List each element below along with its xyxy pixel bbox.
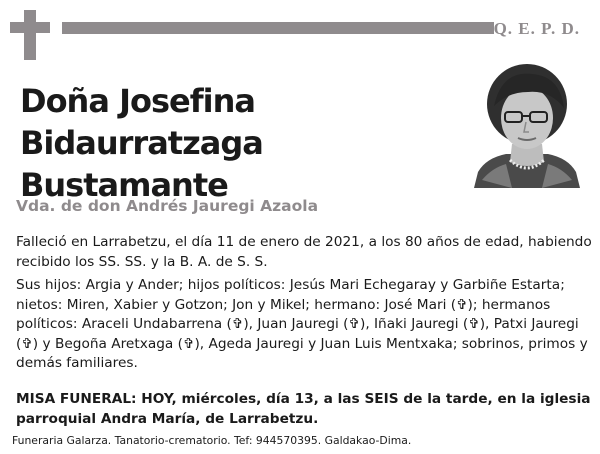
name-line-1: Doña Josefina	[20, 82, 255, 120]
header-rule	[62, 22, 494, 34]
cross-icon-arm	[10, 22, 50, 33]
qepd-label: Q. E. P. D.	[493, 19, 580, 38]
cross-icon	[24, 10, 36, 60]
death-notice-paragraph: Falleció en Larrabetzu, el día 11 de enero de 2021, a los 80 años de edad, habiendo recibido los SS. SS. y la B. A. de S. S.	[16, 234, 592, 270]
deceased-name	[20, 80, 480, 206]
funeral-mass-paragraph: MISA FUNERAL: HOY, miércoles, día 13, a las SEIS de la tarde, en la iglesia parroquial Andra María, de Larrabetzu.	[16, 391, 591, 427]
funeral-home-footer: Funeraria Galarza. Tanatorio-crematorio. Tef: 944570395. Galdakao-Dima.	[12, 434, 412, 447]
portrait-photo	[472, 60, 582, 188]
family-paragraph: Sus hijos: Argia y Ander; hijos políticos: Jesús Mari Echegaray y Garbiñe Estarta; nietos: Miren, Xabier y Gotzon; Jon y Mikel; hermano: José Mari (✞); hermanos políticos: Araceli Undabarrena (✞), Juan Jauregi (✞), Iñaki Jauregi (✞), Patxi Jauregi (✞) y Begoña Aretxaga (✞), Ageda Jauregi y Juan Luis Mentxaka; sobrinos, primos y demás familiares.	[16, 277, 588, 371]
name-line-2: Bidaurratzaga Bustamante	[20, 124, 263, 204]
widow-of-line: Vda. de don Andrés Jauregi Azaola	[16, 197, 319, 215]
